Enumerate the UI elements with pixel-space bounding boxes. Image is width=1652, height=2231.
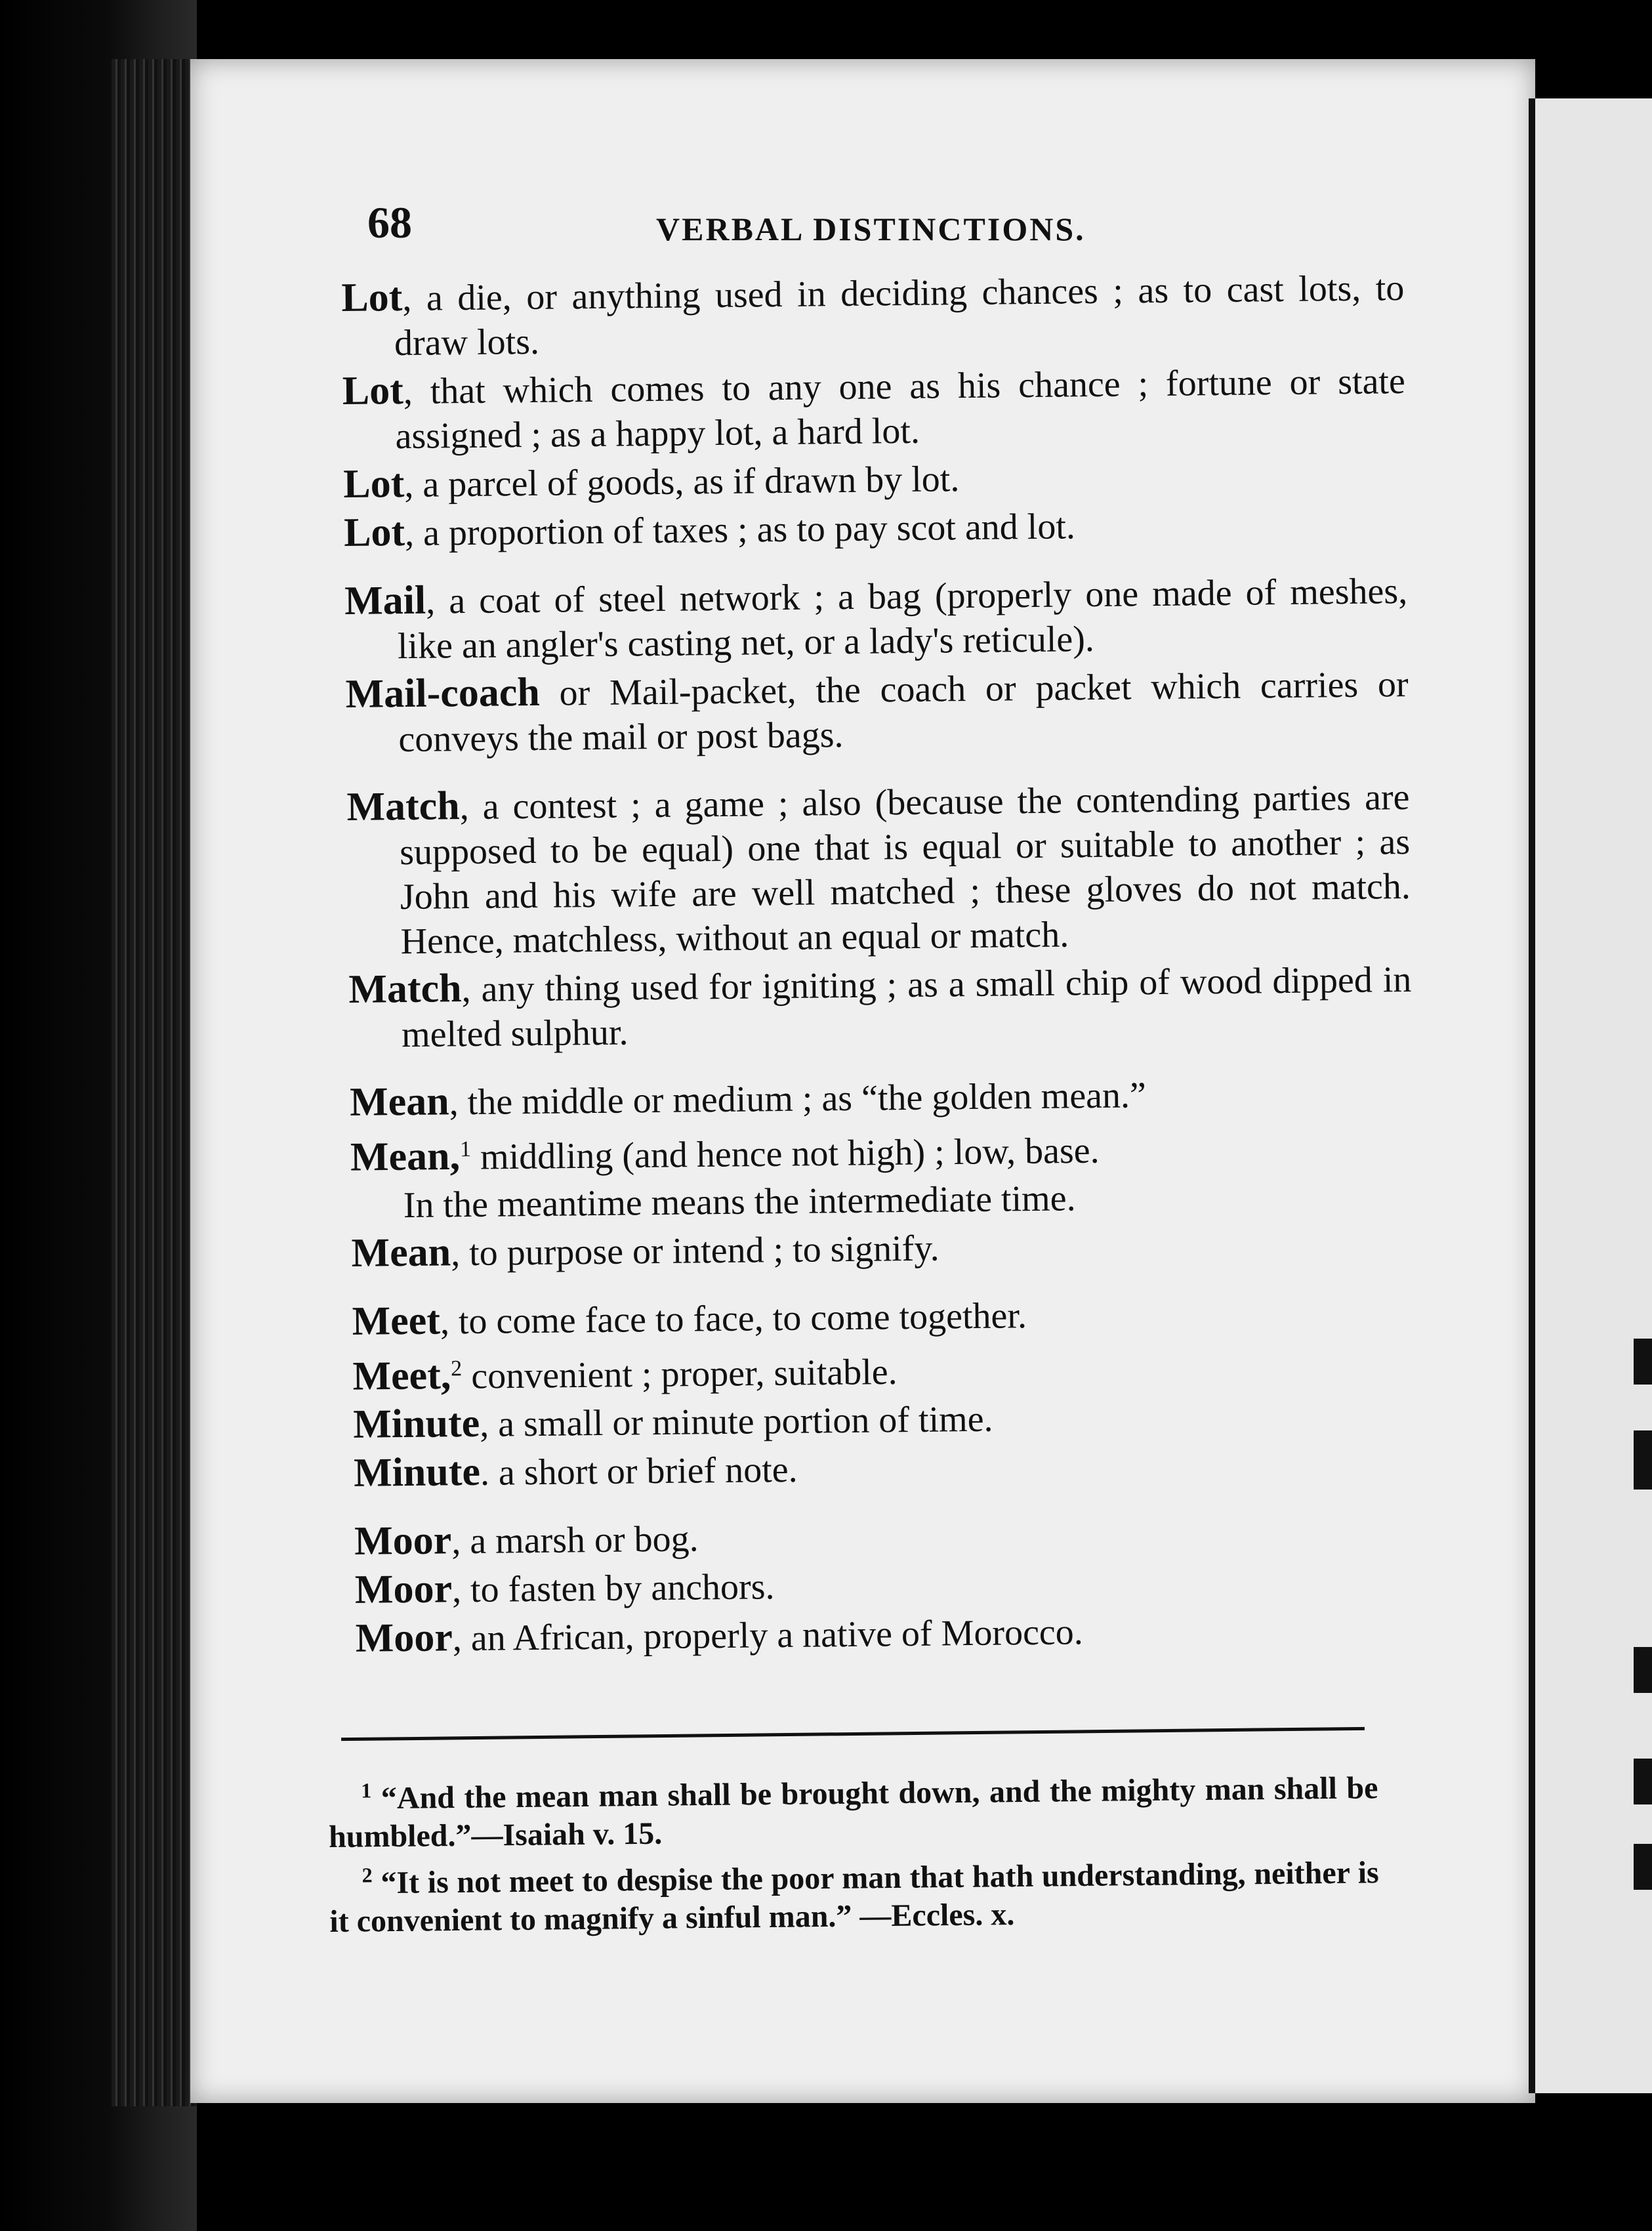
footnote [328,1761,1378,1856]
headword: Lot [342,461,405,507]
definition: , to fasten by anchors. [451,1566,775,1611]
entry [344,568,1408,669]
definition: , any thing used for igniting ; as a small chip of wood dipped in melted sulphur. [401,959,1412,1056]
page-number: 68 [367,198,412,247]
footnote-mark: 2 [361,1863,373,1887]
definition: , a proportion of taxes ; as to pay scot and lot. [404,506,1076,554]
entry [354,1508,1418,1565]
running-head: VERBAL DISTINCTIONS. [656,211,1086,247]
entry [352,1337,1416,1400]
definition: , a coat of steel network ; a bag (properly one made of meshes, like an angler's casting net, or a lady's reticule). [397,571,1408,667]
headword: Moor [354,1518,452,1564]
entry [341,264,1405,366]
entry [346,774,1411,965]
headword: Moor [354,1566,453,1613]
entry [348,956,1412,1058]
entry [342,358,1405,459]
headword: Minute [352,1401,480,1448]
page-edges [112,59,197,2106]
footnote-text: “And the mean man shall be brought down, and the mighty man shall be humbled.”—Isaiah v. 15. [328,1770,1378,1854]
dictionary-entries [341,264,1418,1665]
entry [344,499,1407,556]
headword: Minute [353,1449,481,1496]
definition: or Mail-packet, the coach or packet which carries or conveys the mail or post bags. [398,664,1409,761]
headword: Meet, [352,1352,451,1399]
headword: Mail-coach [345,669,541,717]
definition: , to come face to face, to come together. [440,1295,1027,1343]
entry [350,1173,1414,1228]
footnote-mark: 1 [361,1778,372,1803]
entry [350,1069,1413,1126]
entry [353,1391,1416,1448]
headword: Match [346,783,461,829]
facing-page-letter-mark [1634,1647,1652,1693]
definition: , the middle or medium ; as “the golden mean.” [449,1075,1147,1123]
facing-page-letter-mark [1634,1759,1652,1804]
entry [352,1288,1415,1345]
footnote [329,1845,1379,1941]
footnotes [328,1761,1380,1941]
definition: convenient ; proper, suitable. [461,1351,898,1397]
entry [351,1220,1415,1277]
facing-page-letter-mark [1634,1844,1652,1890]
headword: Lot [342,368,404,413]
entry [345,661,1409,762]
headword: Moor [355,1615,453,1661]
definition: , a parcel of goods, as if drawn by lot. [404,459,960,506]
definition: , to purpose or intend ; to signify. [450,1228,940,1274]
entry [355,1605,1418,1662]
headword: Match [348,966,462,1012]
definition: , that which comes to any one as his chance ; fortune or state assigned ; as a happy lot, a hard lot. [395,361,1406,457]
facing-page-letter-mark [1634,1339,1652,1385]
headword: Mean [351,1229,451,1276]
definition: middling (and hence not high) ; low, base. [470,1130,1100,1178]
page-header [367,197,1483,256]
entry [355,1556,1418,1614]
facing-page-letter-mark [1634,1430,1652,1490]
headword: Lot [341,275,403,320]
footnote-ref: 2 [450,1356,463,1381]
headword: Lot [343,510,405,555]
headword: Mean, [350,1133,461,1180]
definition: , a small or minute portion of time. [479,1399,993,1446]
definition: , an African, properly a native of Morocco. [452,1612,1084,1659]
entry [350,1117,1414,1181]
definition: , a contest ; a game ; also (because the contending parties are supposed to be equal) one that is equal or suitable to another ; as John and his wife are well matched ; these gloves do not match. Hence, matchless, without an equal or match. [399,776,1411,963]
footnote-ref: 1 [459,1137,472,1162]
entry [354,1440,1417,1497]
definition: , a die, or anything used in deciding chances ; as to cast lots, to draw lots. [394,268,1405,364]
entry [343,451,1407,508]
facing-page-border [1529,98,1535,2093]
headword: Mail [344,577,426,623]
headword: Meet [352,1298,441,1344]
footnote-text: “It is not meet to despise the poor man that hath understanding, neither is it convenient to magnify a sinful man.” —Eccles. x. [329,1855,1379,1939]
definition: In the meantime means the intermediate time. [403,1178,1076,1226]
definition: , a marsh or bog. [451,1518,699,1562]
definition: . a short or brief note. [480,1449,798,1494]
headword: Mean [349,1079,450,1125]
